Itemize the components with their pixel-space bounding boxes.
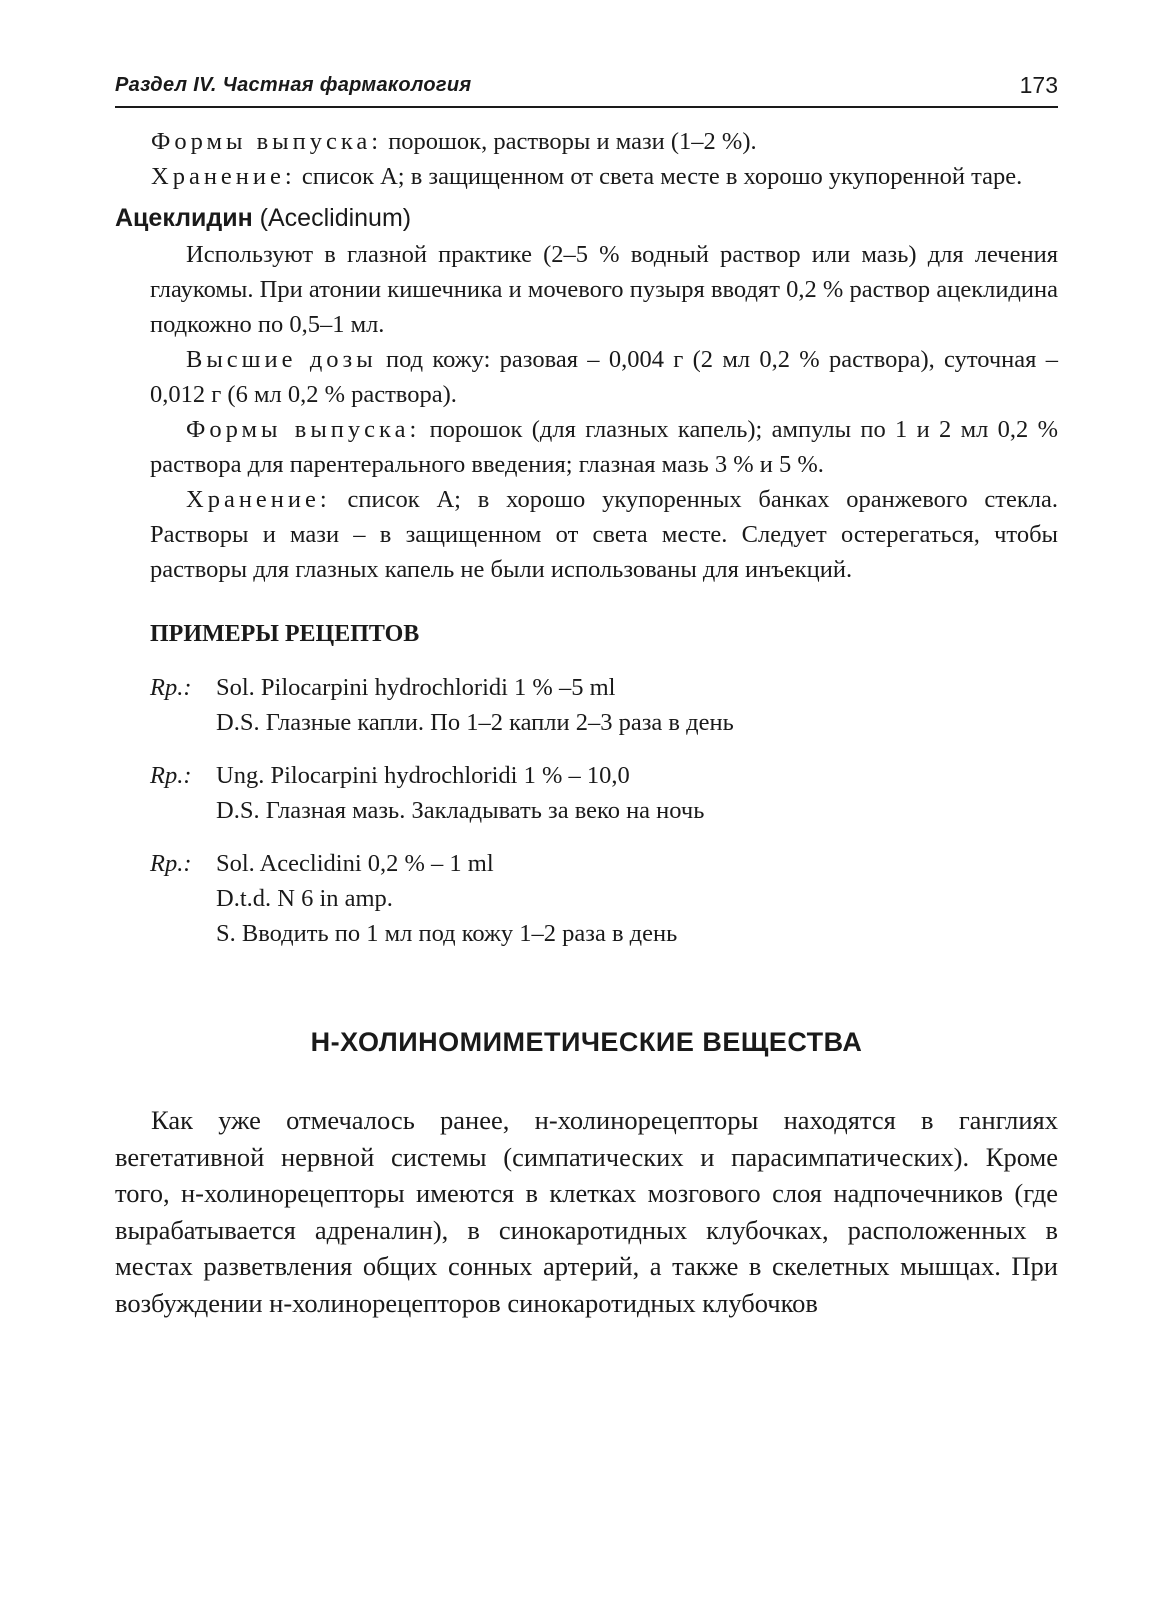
drug-latin-name: (Aceclidinum): [252, 204, 412, 232]
examples-heading: ПРИМЕРЫ РЕЦЕПТОВ: [150, 621, 420, 647]
forms-text: порошок (для глазных капель); ампулы по 1 и 2 мл 0,2 % раствора для парентерального введения; глазная мазь 3 % и 5 %.: [150, 416, 1058, 478]
forms-paragraph: [150, 412, 1058, 482]
forms-label: Формы выпуска:: [186, 416, 421, 443]
recipe-signature: D.S. Глазные капли. По 1–2 капли 2–3 раза в день: [216, 709, 734, 736]
recipe-signature: D.S. Глазная мазь. Закладывать за веко на ночь: [216, 797, 705, 824]
running-header: [115, 66, 1058, 108]
recipe-prescription: Sol. Pilocarpini hydrochloridi 1 % –5 ml: [216, 674, 616, 701]
doses-label: Высшие дозы: [186, 346, 377, 373]
recipe-rp-label: Rp.:: [150, 762, 192, 789]
intro-storage-label: Хранение:: [151, 163, 296, 190]
intro-storage-text: список А; в защищенном от света месте в хорошо укупоренной таре.: [295, 163, 1023, 190]
usage-paragraph: Используют в глазной практике (2–5 % водный раствор или мазь) для лечения глаукомы. При атонии кишечника и мочевого пузыря вводят 0,2 % раствор ацеклидина подкожно по 0,5–1 мл.: [150, 241, 1058, 338]
doses-text: под кожу: разовая – 0,004 г (2 мл 0,2 % раствора), суточная – 0,012 г (6 мл 0,2 % раствора).: [150, 346, 1058, 408]
drug-name: Ацеклидин: [115, 204, 253, 232]
section-body: [115, 1102, 1058, 1321]
intro-storage-paragraph: [115, 159, 1058, 194]
doses-paragraph: [150, 342, 1058, 412]
intro-forms-label: Формы выпуска:: [151, 128, 383, 155]
recipe-dispense-line: D.t.d. N 6 in amp.: [216, 885, 393, 912]
page-content: [115, 124, 1058, 1321]
recipe-prescription: Sol. Aceclidini 0,2 % – 1 ml: [216, 850, 494, 877]
intro-forms-paragraph: [115, 124, 1058, 159]
intro-forms-text: порошок, растворы и мази (1–2 %).: [382, 128, 757, 155]
recipe-rp-label: Rp.:: [150, 850, 192, 877]
recipe-signature: S. Вводить по 1 мл под кожу 1–2 раза в день: [216, 920, 678, 947]
storage-text: список А; в хорошо укупоренных банках оранжевого стекла. Растворы и мази – в защищенном от света месте. Следует остерегаться, чтобы растворы для глазных капель не были использованы для инъекций.: [150, 486, 1058, 583]
recipe-prescription: Ung. Pilocarpini hydrochloridi 1 % – 10,0: [216, 762, 630, 789]
section-title: Н-ХОЛИНОМИМЕТИЧЕСКИЕ ВЕЩЕСТВА: [310, 1027, 863, 1057]
section-heading: Раздел IV. Частная фармакология: [115, 74, 472, 96]
storage-label: Хранение:: [186, 486, 331, 513]
drug-description: [115, 237, 1058, 587]
recipe-2: [150, 758, 1058, 828]
recipe-rp-label: Rp.:: [150, 674, 192, 701]
section-paragraph: Как уже отмечалось ранее, н-холинорецепторы находятся в ганглиях вегетативной нервной системы (симпатических и парасимпатических). Кроме того, н-холинорецепторы имеются в клетках мозгового слоя надпочечников (где вырабатывается адреналин), в синокаротидных клубочках, расположенных в местах разветвления общих сонных артерий, а также в скелетных мышцах. При возбуждении н-холинорецепторов синокаротидных клубочков: [115, 1105, 1058, 1318]
recipe-3: [150, 846, 1058, 951]
storage-paragraph: [150, 482, 1058, 587]
page-number: 173: [1019, 72, 1058, 98]
recipe-1: [150, 670, 1058, 740]
drug-heading: [115, 204, 1058, 233]
